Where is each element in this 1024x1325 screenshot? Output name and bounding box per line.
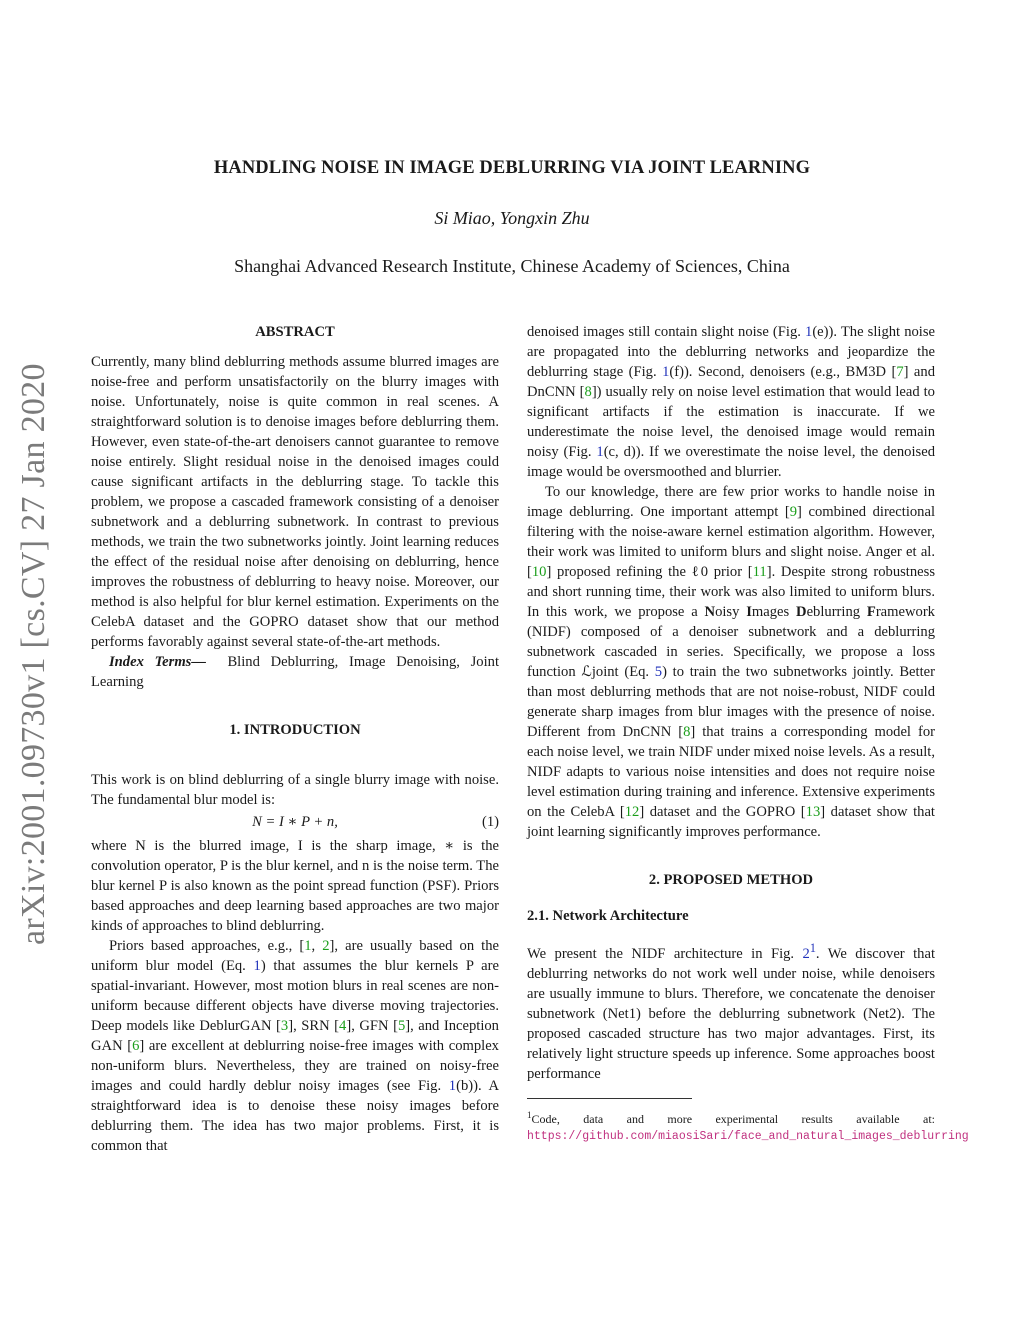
abstract-text: Currently, many blind deblurring methods assume blurred images are noise-free and perform unsatisfactorily on the blurry images with noise. Unfortunately, noise is quite common in real scenes. A straightforward solution is to denoise images before deblurring them. However, even state-of-the-art denoisers cannot guarantee to remove noise entirely. Slight residual noise in the denoised images could cause significant artifacts in the deblurring stage. To tackle this problem, we propose a cascaded framework consisting of a denoiser subnetwork and a deblurring subnetwork. In contrast to previous methods, we train the two subnetworks jointly. Joint learning reduces the effect of the residual noise after denoising on deblurring, hence improves the robustness of deblurring to heavy noise. Moreover, our method is also helpful for blur kernel estimation. Experiments on the CelebA dataset and the GOPRO dataset show that our method performs favorably against several state-of-the-art methods. [91,354,499,650]
figure-link[interactable]: 1 [805,324,813,340]
citation-link[interactable]: 9 [789,504,798,520]
intro-paragraph-2: where N is the blurred image, I is the sharp image, ∗ is the convolution operator, P is the blur kernel, and n is the noise term. The blur kernel P is also known as the point spread function (PSF). Priors based approaches and deep learning based approaches are two major kinds of approaches to blind deblurring. [91,838,499,934]
index-terms-label: Index Terms— [109,654,206,670]
intro-paragraph-3: Priors based approaches, e.g., [1, 2], are usually based on the uniform blur model (Eq. 1) that assumes the blur kernels P are spatial-invariant. However, most motion blurs in real scenes are non-uniform because different objects have diverse moving trajectories. Deep models like DeblurGAN [3], SRN [4], GFN [5], and Inception GAN [6] are excellent at deblurring noise-free images with complex non-uniform blurs. Nevertheless, they are trained on noisy-free images and could hardly deblur noisy images (see Fig. 1(b)). A straightforward idea is to denoise these noisy images before deblurring them. The idea has two major problems. First, it is common that [91,938,500,1154]
paper-authors: Si Miao, Yongxin Zhu [434,208,590,228]
citation-link[interactable]: 8 [584,384,592,400]
footnote-link[interactable]: 1 [809,941,816,955]
code-url-link[interactable]: https://github.com/miaosiSari/face_and_natural_images_deblurring [527,1129,969,1143]
footnote: $^1$Code, data and more experimental results available at: https://github.com/miaosiSari/face_and_natural_images_deblurring [527,1109,969,1143]
equation-1 [91,812,499,834]
figure-link[interactable]: 2 [802,945,810,962]
citation-link[interactable]: 5 [397,1018,406,1034]
citation-link[interactable]: 12 [624,804,640,820]
paper-affiliation: Shanghai Advanced Research Institute, Chinese Academy of Sciences, China [234,256,790,276]
citation-link[interactable]: 3 [280,1018,289,1034]
citation-link[interactable]: 8 [683,724,691,740]
citation-link[interactable]: 6 [132,1038,140,1054]
equation-link[interactable]: 1 [253,958,261,974]
abstract-heading: ABSTRACT [255,324,335,340]
equation-link[interactable]: 5 [654,664,663,680]
intro-paragraph-1: This work is on blind deblurring of a single blurry image with noise. The fundamental blur model is: [91,772,499,808]
index-terms-text: Blind Deblurring, Image Denoising, Joint Learning [91,654,500,690]
citation-link[interactable]: 13 [805,804,821,820]
citation-link[interactable]: 10 [531,564,547,580]
equation-number: (1) [481,814,499,830]
right-column [527,322,969,1145]
equation-body: N = I ∗ P + n, [252,814,338,830]
right-paragraph-2: To our knowledge, there are few prior works to handle noise in image deblurring. One important attempt [9] combined directional filtering with the noise-aware kernel estimation algorithm. However, their work was limited to uniform blurs and slight noise. Anger et al. [10] proposed refining the ℓ0 prior [11]. Despite strong robustness and short running time, their work was also limited to uniform blurs. In this work, we propose a Noisy Images Deblurring Framework (NIDF) composed of a denoiser subnetwork and a deblurring subnetwork cascaded in series. Specifically, we propose a loss function ℒjoint (Eq. 5) to train the two subnetworks jointly. Better than most deblurring methods that are not noise-robust, NIDF could generate sharp images from blur images with the presence of noise. Different from DnCNN [8] that trains a corresponding model for each noise level, we train NIDF under mixed noise levels. As a result, NIDF adapts to various noise intensities and does not require noise level estimation during training and inference. Extensive experiments on the CelebA [12] dataset and the GOPRO [13] dataset show that joint learning significantly improves performance. [527,484,935,840]
footnote-rule [527,1098,692,1099]
citation-link[interactable]: 2 [322,938,330,954]
figure-link[interactable]: 1 [662,364,670,380]
citation-link[interactable]: 4 [339,1018,347,1034]
right-paragraph-1: denoised images still contain slight noise (Fig. 1(e)). The slight noise are propagated into the deblurring networks and jeopardize the deblurring stage (Fig. 1(f)). Second, denoisers (e.g., BM3D [7] and DnCNN [8]) usually rely on noise level estimation that would lead to significant artifacts if the estimation is inaccurate. If we underestimate the noise level, the denoised image would remain noisy (Fig. 1(c, d)). If we overestimate the noise level, the denoised image would be oversmoothed and blurrier. [527,324,935,480]
figure-link[interactable]: 1 [448,1078,457,1094]
citation-link[interactable]: 7 [896,364,904,380]
arxiv-identifier: arXiv:2001.09730v1 [cs.CV] 27 Jan 2020 [15,363,52,945]
citation-link[interactable]: 11 [752,564,767,580]
figure-link[interactable]: 1 [596,444,604,460]
left-column [91,322,499,1156]
paper-title: HANDLING NOISE IN IMAGE DEBLURRING VIA JOINT LEARNING [213,158,811,178]
citation-link[interactable]: 1 [304,938,312,954]
method-heading: 2. PROPOSED METHOD [648,872,814,888]
architecture-subheading: 2.1. Network Architecture [527,908,689,924]
intro-heading: 1. INTRODUCTION [229,722,361,738]
index-terms [91,652,499,692]
right-paragraph-3: We present the NIDF architecture in Fig. $2^1$. We discover that deblurring networks do not work well under noise, while denoisers are usually immune to blurs. Therefore, we concatenate the denoiser subnetwork (Net1) before the deblurring subnetwork (Net2). The proposed cascaded structure has two major advantages. First, its relatively light structure speeds up inference. Some approaches boost performance [527,941,935,1082]
